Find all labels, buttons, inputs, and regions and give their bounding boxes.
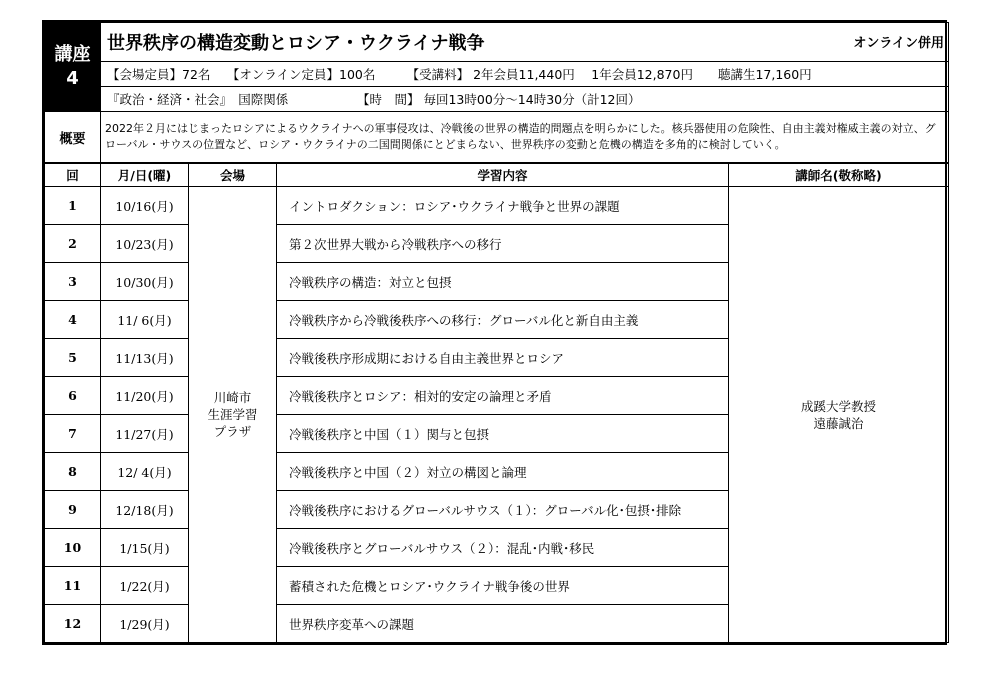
session-date: 12/18(月) <box>101 491 189 529</box>
header-content: 学習内容 <box>277 164 729 187</box>
session-content: 冷戦後秩序とグローバルサウス（２）：混乱･内戦･移民 <box>277 529 729 567</box>
header-venue: 会場 <box>189 164 277 187</box>
session-date: 11/ 6(月) <box>101 301 189 339</box>
session-number: 5 <box>45 339 101 377</box>
session-date: 11/13(月) <box>101 339 189 377</box>
course-badge <box>45 23 101 112</box>
session-content: イントロダクション：ロシア･ウクライナ戦争と世界の課題 <box>277 187 729 225</box>
session-date: 1/22(月) <box>101 567 189 605</box>
lecturer-line: 成蹊大学教授 <box>800 398 876 414</box>
course-badge-label: 講座 <box>54 44 91 65</box>
session-date: 10/16(月) <box>101 187 189 225</box>
header-lecturer: 講師名(敬称略) <box>729 164 949 187</box>
session-date: 11/27(月) <box>101 415 189 453</box>
session-number: 3 <box>45 263 101 301</box>
session-number: 6 <box>45 377 101 415</box>
course-badge-number: 4 <box>66 68 79 89</box>
capacity-fee-line: 【会場定員】72名 【オンライン定員】100名 【受講料】 2年会員11,440円 1年会員12,870円 聴講生17,160円 <box>101 62 949 87</box>
session-number: 8 <box>45 453 101 491</box>
venue-line: プラザ <box>213 424 252 439</box>
session-content: 世界秩序変革への課題 <box>277 605 729 643</box>
session-date: 10/23(月) <box>101 225 189 263</box>
session-number: 2 <box>45 225 101 263</box>
session-content: 冷戦後秩序におけるグローバルサウス（１）：グローバル化･包摂･排除 <box>277 491 729 529</box>
session-content: 冷戦後秩序形成期における自由主義世界とロシア <box>277 339 729 377</box>
session-number: 10 <box>45 529 101 567</box>
course-sheet <box>42 20 947 645</box>
session-number: 12 <box>45 605 101 643</box>
session-date: 12/ 4(月) <box>101 453 189 491</box>
course-title-cell <box>101 23 949 62</box>
venue-line: 川崎市 <box>213 390 252 405</box>
session-number: 9 <box>45 491 101 529</box>
session-date: 1/15(月) <box>101 529 189 567</box>
schedule-table <box>44 163 949 643</box>
lecturer-cell <box>729 187 949 643</box>
venue-cell <box>189 187 277 643</box>
session-date: 11/20(月) <box>101 377 189 415</box>
session-number: 4 <box>45 301 101 339</box>
lecturer-line: 遠藤誠治 <box>813 415 864 431</box>
venue-line: 生涯学習 <box>207 407 258 422</box>
session-content: 蓄積された危機とロシア･ウクライナ戦争後の世界 <box>277 567 729 605</box>
online-tag: オンライン併用 <box>853 36 944 51</box>
session-number: 11 <box>45 567 101 605</box>
session-number: 1 <box>45 187 101 225</box>
schedule-body <box>45 187 949 643</box>
course-header-block <box>42 20 947 645</box>
summary-label: 概要 <box>45 112 101 163</box>
session-content: 第２次世界大戦から冷戦秩序への移行 <box>277 225 729 263</box>
course-title: 世界秩序の構造変動とロシア・ウクライナ戦争 <box>107 33 485 54</box>
session-number: 7 <box>45 415 101 453</box>
session-date: 1/29(月) <box>101 605 189 643</box>
session-content: 冷戦後秩序と中国（２）対立の構図と論理 <box>277 453 729 491</box>
session-content: 冷戦後秩序とロシア：相対的安定の論理と矛盾 <box>277 377 729 415</box>
course-header-table <box>44 22 949 163</box>
header-number: 回 <box>45 164 101 187</box>
category-time-line: 『政治・経済・社会』 国際関係 【時 間】 毎回13時00分～14時30分（計12回） <box>101 87 949 112</box>
session-content: 冷戦秩序の構造：対立と包摂 <box>277 263 729 301</box>
session-content: 冷戦秩序から冷戦後秩序への移行：グローバル化と新自由主義 <box>277 301 729 339</box>
session-content: 冷戦後秩序と中国（１）関与と包摂 <box>277 415 729 453</box>
table-row <box>45 187 949 225</box>
summary-text: 2022年２月にはじまったロシアによるウクライナへの軍事侵攻は、冷戦後の世界の構造的問題点を明らかにした。核兵器使用の危険性、自由主義対権威主義の対立、グローバル・サウスの位置など、ロシア・ウクライナの二国間関係にとどまらない、世界秩序の変動と危機の構造を多角的に検討していく。 <box>101 112 949 163</box>
header-date: 月/日(曜) <box>101 164 189 187</box>
session-date: 10/30(月) <box>101 263 189 301</box>
